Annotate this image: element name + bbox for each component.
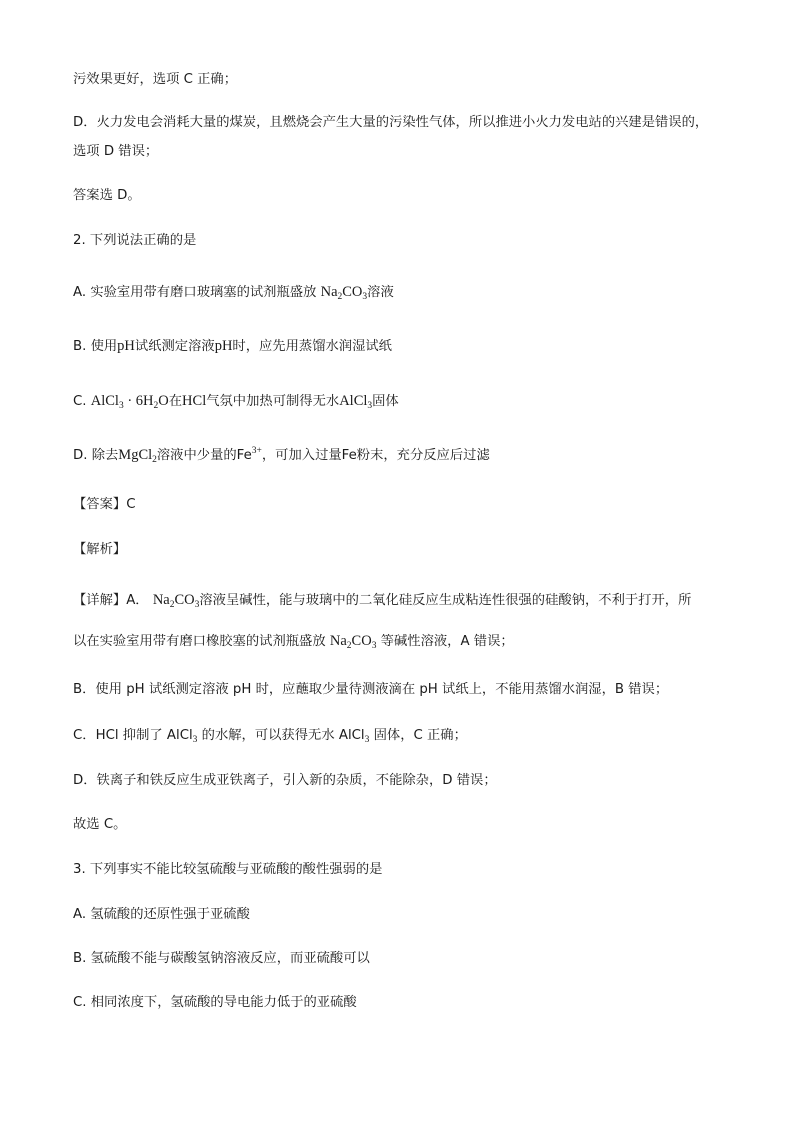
option-text: ，可加入过量Fe粉末，充分反应后过滤 — [261, 448, 490, 463]
answer-label: 【答案】 — [73, 497, 127, 512]
formula: · 6H — [123, 393, 154, 409]
subscript: 2 — [153, 401, 159, 411]
detail-conclusion: 故选 C。 — [73, 817, 127, 832]
option-text: A. 实验室用带有磨口玻璃塞的试剂瓶盛放 — [73, 285, 321, 300]
question-2-option-b — [73, 336, 763, 357]
prev-explanation-line: 污效果更好，选项 C 正确； — [73, 72, 238, 87]
subscript: 3 — [371, 641, 377, 651]
ion-formula: Fe — [236, 448, 252, 463]
formula: MgCl — [118, 447, 153, 463]
question-2-option-d — [73, 445, 763, 466]
subscript: 2 — [337, 292, 343, 302]
question-3-option-a: A. 氢硫酸的还原性强于亚硫酸 — [73, 907, 250, 922]
subscript: 3 — [367, 401, 373, 411]
detail-text: 的水解，可以获得无水 AlCl — [197, 728, 365, 743]
option-text: 溶液 — [367, 285, 394, 300]
detail-d: D．铁离子和铁反应生成亚铁离子，引入新的杂质，不能除杂，D 错误； — [73, 773, 497, 788]
question-3-stem: 3. 下列事实不能比较氢硫酸与亚硫酸的酸性强弱的是 — [73, 862, 383, 877]
detail-text: 固体，C 正确； — [369, 728, 467, 743]
option-text: D. 除去 — [73, 448, 119, 463]
detail-text: 以在实验室用带有磨口橡胶塞的试剂瓶盛放 — [73, 634, 330, 649]
detail-label: 【详解】 — [73, 593, 127, 608]
analysis-label: 【解析】 — [73, 542, 127, 557]
detail-text: 等碱性溶液，A 错误； — [376, 634, 514, 649]
subscript: 2 — [152, 455, 157, 465]
question-3-option-c: C. 相同浓度下，氢硫酸的导电能力低于的亚硫酸 — [73, 995, 357, 1010]
formula: AlCl — [339, 393, 368, 409]
option-text: C. — [73, 394, 91, 409]
formula: CO — [174, 592, 195, 608]
detail-a-line2 — [73, 631, 763, 652]
prev-answer-line: 答案选 D。 — [73, 188, 141, 203]
detail-a-line1 — [73, 590, 763, 611]
detail-b: B．使用 pH 试纸测定溶液 pH 时，应蘸取少量待测液滴在 pH 试纸上，不能用蒸馏水润湿，B 错误； — [73, 682, 669, 697]
option-text: B. 使用 — [73, 339, 118, 354]
detail-text: C．HCl 抑制了 AlCl — [73, 728, 193, 743]
formula: pH — [117, 338, 135, 354]
question-3-option-b: B. 氢硫酸不能与碳酸氢钠溶液反应，而亚硫酸可以 — [73, 951, 370, 966]
formula: HCl — [182, 393, 207, 409]
option-text: 气氛中加热可制得无水 — [206, 394, 340, 409]
prev-option-d-line1: D．火力发电会消耗大量的煤炭，且燃烧会产生大量的污染性气体，所以推进小火力发电站的兴建是错误的， — [73, 115, 709, 130]
superscript: 3+ — [251, 446, 262, 456]
formula: O — [158, 393, 169, 409]
option-text: 在 — [168, 394, 183, 409]
question-2-option-c — [73, 391, 763, 412]
question-2-answer — [73, 495, 763, 515]
option-text: 时，应先用蒸馏水润湿试纸 — [232, 339, 392, 354]
formula: AlCl — [90, 393, 119, 409]
formula: Na — [152, 592, 170, 608]
formula: Na — [320, 284, 338, 300]
subscript: 2 — [169, 600, 175, 610]
option-text: 溶液中少量的 — [156, 448, 237, 463]
subscript: 3 — [364, 735, 370, 745]
subscript: 3 — [194, 600, 200, 610]
subscript: 2 — [346, 641, 352, 651]
subscript: 3 — [362, 292, 368, 302]
question-2-stem: 2. 下列说法正确的是 — [73, 233, 197, 248]
detail-text: 溶液呈碱性，能与玻璃中的二氧化硅反应生成粘连性很强的硅酸钠，不利于打开，所 — [199, 593, 692, 608]
option-text: 固体 — [372, 394, 399, 409]
answer-value: C — [126, 497, 136, 512]
subscript: 3 — [118, 401, 124, 411]
option-text: 试纸测定溶液 — [134, 339, 215, 354]
formula: CO — [342, 284, 363, 300]
detail-c — [73, 726, 763, 746]
prev-option-d-line2: 选项 D 错误； — [73, 144, 159, 159]
formula: pH — [214, 338, 233, 354]
subscript: 3 — [192, 735, 198, 745]
formula: CO — [351, 633, 372, 649]
detail-text: A． — [126, 593, 153, 608]
formula: Na — [329, 633, 347, 649]
question-2-option-a — [73, 282, 763, 303]
